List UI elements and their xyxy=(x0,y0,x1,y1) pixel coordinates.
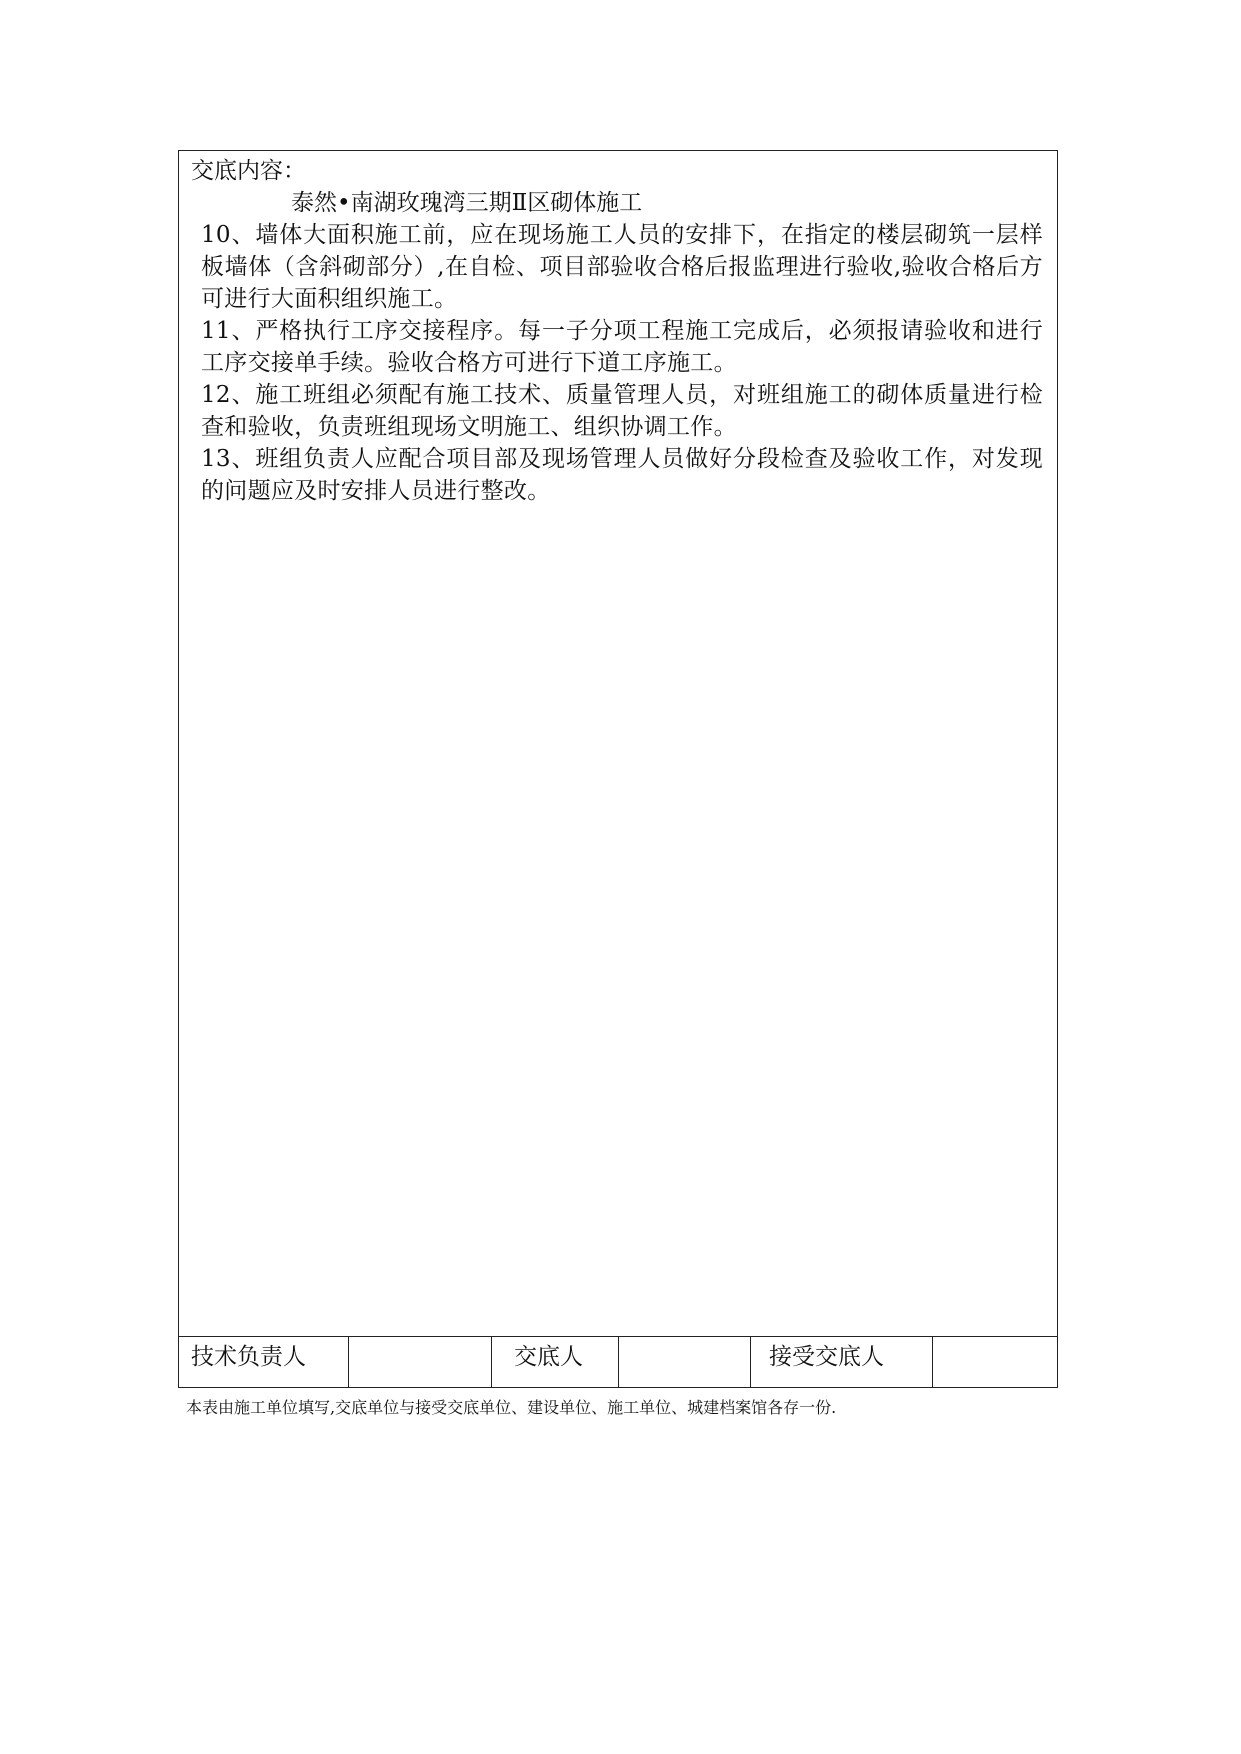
receiver-label: 接受交底人 xyxy=(751,1337,933,1388)
content-paragraph-11: 11、严格执行工序交接程序。每一子分项工程施工完成后，必须报请验收和进行工序交接单手续。验收合格方可进行下道工序施工。 xyxy=(201,318,1043,376)
content-paragraph-12: 12、施工班组必须配有施工技术、质量管理人员，对班组施工的砌体质量进行检查和验收，负责班组现场文明施工、组织协调工作。 xyxy=(201,382,1043,440)
presenter-signature-field[interactable] xyxy=(619,1337,751,1388)
tech-lead-signature-field[interactable] xyxy=(349,1337,492,1388)
content-title: 泰然•南湖玫瑰湾三期Ⅱ区砌体施工 xyxy=(291,190,643,216)
content-paragraph-13: 13、班组负责人应配合项目部及现场管理人员做好分段检查及验收工作，对发现的问题应及时安排人员进行整改。 xyxy=(201,446,1043,504)
form-footnote: 本表由施工单位填写,交底单位与接受交底单位、建设单位、施工单位、城建档案馆各存一份. xyxy=(186,1398,837,1417)
disclosure-content-cell xyxy=(179,151,1057,1336)
signature-row xyxy=(179,1336,1057,1388)
content-paragraphs xyxy=(201,219,1043,507)
presenter-label: 交底人 xyxy=(492,1337,619,1388)
content-paragraph-10: 10、墙体大面积施工前，应在现场施工人员的安排下，在指定的楼层砌筑一层样板墙体（含斜砌部分）,在自检、项目部验收合格后报监理进行验收,验收合格后方可进行大面积组织施工。 xyxy=(201,222,1043,312)
content-label: 交底内容： xyxy=(191,158,306,184)
receiver-signature-field[interactable] xyxy=(933,1337,1057,1388)
disclosure-form-table xyxy=(178,150,1058,1388)
tech-lead-label: 技术负责人 xyxy=(179,1337,349,1388)
